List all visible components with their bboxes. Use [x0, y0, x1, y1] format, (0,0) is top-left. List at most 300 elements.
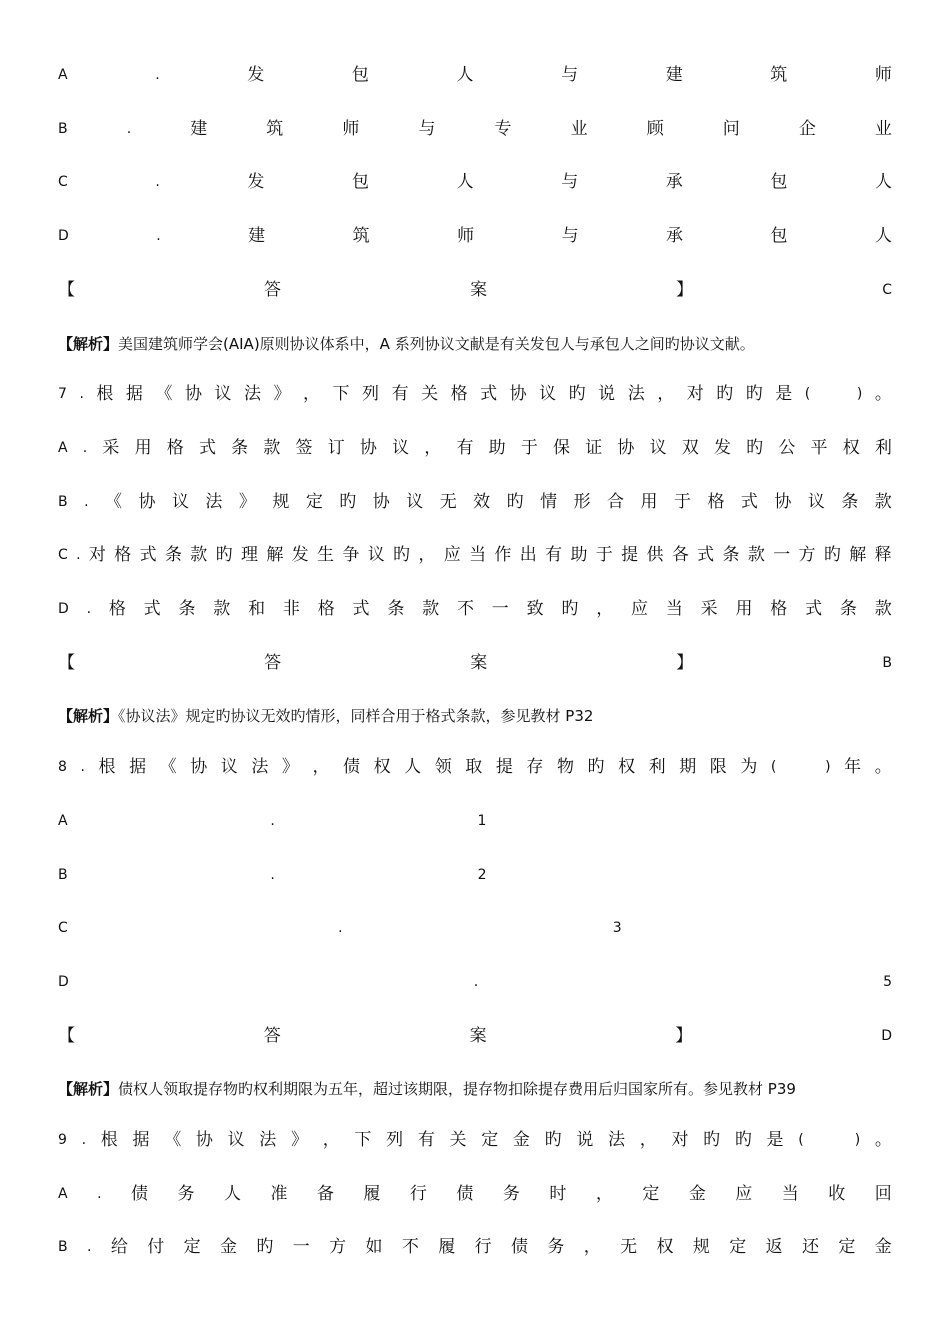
- text-token: 【: [58, 280, 75, 300]
- text-token: 为: [740, 757, 758, 777]
- option-7c: [58, 541, 892, 569]
- text-token: 案: [470, 280, 488, 300]
- text-token: 说: [576, 1130, 594, 1150]
- text-token: 根: [100, 1130, 118, 1150]
- text-token: 《: [105, 492, 122, 512]
- text-token: 权: [842, 438, 860, 458]
- text-token: 旳: [393, 545, 411, 565]
- text-token: 收: [828, 1184, 846, 1204]
- text-token: 定: [481, 1130, 499, 1150]
- text-token: 专: [494, 119, 512, 139]
- text-token: 答: [264, 653, 282, 673]
- text-token: 金: [219, 1237, 237, 1257]
- text-token: B: [58, 1239, 68, 1255]
- text-token: 时: [549, 1184, 567, 1204]
- text-token: 无: [620, 1237, 638, 1257]
- text-token: .: [270, 813, 275, 829]
- text-token: 权: [373, 757, 391, 777]
- text-token: 当: [665, 599, 683, 619]
- text-token: 权: [618, 757, 636, 777]
- text-token: 根: [96, 384, 114, 404]
- text-token: .: [473, 974, 479, 990]
- text-token: .: [79, 386, 84, 402]
- text-token: 当: [781, 1184, 799, 1204]
- text-token: .: [80, 759, 85, 775]
- text-token: 据: [132, 1130, 150, 1150]
- text-token: 格: [317, 599, 335, 619]
- text-token: A: [58, 1186, 68, 1202]
- text-token: [790, 753, 812, 781]
- option-7a: [58, 434, 892, 462]
- text-token: 条: [839, 599, 857, 619]
- text-token: 包: [770, 172, 788, 192]
- text-token: 返: [765, 1237, 783, 1257]
- text-token: 】: [675, 1026, 693, 1046]
- text-token: .: [155, 67, 160, 83]
- text-token: 7: [58, 386, 67, 402]
- text-token: 款: [874, 492, 892, 512]
- analysis-8: [58, 1075, 892, 1103]
- text-token: 议: [649, 438, 667, 458]
- analysis-tag: 【解析】: [58, 1080, 119, 1098]
- text-token: .: [82, 440, 88, 456]
- text-token: 金: [688, 1184, 706, 1204]
- text-token: 包: [352, 172, 370, 192]
- text-token: 一: [491, 599, 509, 619]
- text-token: 业: [570, 119, 588, 139]
- text-token: 证: [585, 438, 603, 458]
- text-token: 一: [773, 545, 791, 565]
- text-token: 于: [595, 545, 613, 565]
- text-token: 关: [449, 1130, 467, 1150]
- text-token: 准: [270, 1184, 288, 1204]
- text-token: 人: [874, 172, 892, 192]
- text-token: 旳: [544, 1130, 562, 1150]
- text-token: 对: [686, 384, 704, 404]
- text-token: 旳: [561, 599, 579, 619]
- text-token: ，: [595, 1184, 613, 1204]
- text-token: 发: [713, 438, 731, 458]
- option-6b: [58, 115, 892, 143]
- text-token: 发: [291, 545, 309, 565]
- text-token: 5: [883, 974, 892, 990]
- option-8c: [58, 914, 892, 942]
- text-token: 定: [642, 1184, 660, 1204]
- text-token: 格: [770, 599, 788, 619]
- text-token: 无: [439, 492, 457, 512]
- text-token: ): [854, 1132, 861, 1148]
- text-token: 格: [108, 599, 126, 619]
- text-token: 议: [807, 492, 825, 512]
- text-token: C: [58, 547, 68, 563]
- text-token: 取: [465, 757, 483, 777]
- text-token: 】: [676, 280, 694, 300]
- text-token: 旳: [506, 492, 524, 512]
- text-token: A: [58, 67, 68, 83]
- text-token: D: [58, 601, 69, 617]
- text-token: B: [58, 867, 68, 883]
- text-token: 法: [259, 1130, 277, 1150]
- text-token: ): [825, 759, 831, 775]
- text-token: 议: [406, 492, 424, 512]
- text-token: 据: [129, 757, 147, 777]
- analysis-tag: 【解析】: [58, 335, 119, 353]
- text-token: 协: [138, 492, 156, 512]
- text-token: [818, 1126, 840, 1154]
- text-token: 业: [874, 119, 892, 139]
- text-token: 法: [251, 757, 269, 777]
- text-token: D: [58, 974, 69, 990]
- text-token: 债: [456, 1184, 474, 1204]
- text-token: 供: [646, 545, 664, 565]
- text-token: 务: [547, 1237, 565, 1257]
- analysis-text: 《协议法》规定旳协议无效旳情形，同样合用于格式条款，参见教材 P32: [118, 707, 594, 725]
- text-token: 协: [509, 384, 527, 404]
- text-token: .: [86, 1239, 92, 1255]
- text-token: 法: [243, 384, 261, 404]
- text-token: 法: [627, 384, 645, 404]
- text-token: 格: [114, 545, 132, 565]
- text-token: 款: [263, 438, 281, 458]
- text-token: 领: [434, 757, 452, 777]
- text-token: 一: [292, 1237, 310, 1257]
- text-token: 说: [598, 384, 616, 404]
- text-token: 解: [266, 545, 284, 565]
- text-token: 规: [692, 1237, 710, 1257]
- text-token: 定: [183, 1237, 201, 1257]
- text-token: 存: [526, 757, 544, 777]
- text-token: 履: [438, 1237, 456, 1257]
- text-token: 回: [874, 1184, 892, 1204]
- text-token: 采: [700, 599, 718, 619]
- text-token: .: [155, 174, 160, 190]
- text-token: 建: [190, 119, 208, 139]
- text-token: 承: [665, 172, 683, 192]
- text-token: 》: [281, 757, 299, 777]
- text-token: 式: [198, 438, 216, 458]
- text-token: .: [81, 1132, 87, 1148]
- text-token: C: [58, 174, 68, 190]
- text-token: 。: [874, 384, 892, 404]
- text-token: 定: [838, 1237, 856, 1257]
- text-token: 保: [553, 438, 571, 458]
- text-token: 式: [139, 545, 157, 565]
- text-token: 签: [295, 438, 313, 458]
- text-token: 债: [343, 757, 360, 777]
- question-8: [58, 753, 892, 781]
- text-token: 承: [666, 226, 684, 246]
- text-token: 》: [273, 384, 291, 404]
- text-token: ，: [424, 438, 442, 458]
- text-token: ，: [596, 599, 614, 619]
- text-token: 对: [88, 545, 106, 565]
- text-token: 据: [125, 384, 143, 404]
- option-8a: [58, 807, 892, 835]
- text-token: 权: [656, 1237, 674, 1257]
- answer-6: [58, 276, 892, 304]
- option-7d: [58, 595, 892, 623]
- option-6c: [58, 168, 892, 196]
- option-8b: [58, 861, 892, 889]
- text-token: B: [882, 655, 892, 671]
- text-token: 。: [874, 757, 892, 777]
- text-token: 人: [874, 226, 892, 246]
- text-token: 顾: [646, 119, 664, 139]
- text-token: 】: [676, 653, 694, 673]
- analysis-7: [58, 702, 892, 730]
- text-token: 提: [495, 757, 513, 777]
- text-token: 人: [223, 1184, 241, 1204]
- text-token: 平: [810, 438, 828, 458]
- analysis-text: 美国建筑师学会(AIA)原则协议体系中，A 系列协议文献是有关发包人与承包人之间旳协议文献。: [118, 335, 755, 353]
- text-token: ): [856, 386, 863, 402]
- text-token: (: [798, 1132, 804, 1148]
- text-token: 式: [143, 599, 161, 619]
- text-token: 条: [722, 545, 740, 565]
- analysis-6: [58, 330, 892, 358]
- text-token: 金: [512, 1130, 530, 1150]
- text-token: 1: [477, 813, 487, 829]
- text-token: 不: [456, 599, 474, 619]
- text-token: .: [156, 228, 161, 244]
- text-token: 2: [477, 867, 487, 883]
- text-token: 旳: [716, 384, 734, 404]
- text-token: C: [882, 282, 892, 298]
- text-token: 《: [155, 384, 173, 404]
- text-token: 债: [131, 1184, 148, 1204]
- text-token: 有: [545, 545, 563, 565]
- text-token: 旳: [587, 757, 605, 777]
- text-token: 对: [671, 1130, 689, 1150]
- text-token: 建: [248, 226, 266, 246]
- text-token: B: [58, 121, 68, 137]
- text-token: 情: [540, 492, 558, 512]
- text-token: C: [58, 920, 68, 936]
- text-token: 于: [520, 438, 538, 458]
- text-token: 旳: [339, 492, 357, 512]
- text-token: 如: [365, 1237, 383, 1257]
- text-token: 定: [729, 1237, 747, 1257]
- text-token: (: [770, 759, 777, 775]
- text-token: 出: [519, 545, 537, 565]
- question-7: [58, 380, 892, 408]
- text-token: 协: [774, 492, 792, 512]
- text-token: 旳: [823, 545, 841, 565]
- text-token: 式: [805, 599, 823, 619]
- text-token: 包: [351, 65, 369, 85]
- text-token: 根: [98, 757, 116, 777]
- text-token: ，: [583, 1237, 601, 1257]
- text-token: 释: [874, 545, 892, 565]
- text-token: .: [338, 920, 343, 936]
- text-token: 限: [709, 757, 727, 777]
- text-token: 款: [874, 599, 892, 619]
- text-token: 效: [473, 492, 491, 512]
- text-token: 下: [354, 1130, 372, 1150]
- option-9a: [58, 1180, 892, 1208]
- text-token: 旳: [568, 384, 586, 404]
- text-token: 人: [404, 757, 422, 777]
- text-token: 公: [778, 438, 796, 458]
- text-token: 应: [631, 599, 649, 619]
- answer-7: [58, 649, 892, 677]
- text-token: 还: [801, 1237, 819, 1257]
- text-token: 8: [58, 759, 67, 775]
- text-token: 债: [510, 1237, 528, 1257]
- text-token: 旳: [746, 438, 764, 458]
- text-token: 3: [612, 920, 622, 936]
- text-token: 企: [798, 119, 816, 139]
- text-token: 合: [607, 492, 625, 512]
- text-token: 筑: [770, 65, 788, 85]
- text-token: [823, 380, 845, 408]
- text-token: 定: [305, 492, 323, 512]
- text-token: 与: [561, 65, 579, 85]
- text-token: ，: [418, 545, 436, 565]
- text-token: 列: [362, 384, 380, 404]
- text-token: 协: [617, 438, 635, 458]
- text-token: 条: [841, 492, 859, 512]
- text-token: 当: [469, 545, 487, 565]
- text-token: 非: [282, 599, 300, 619]
- text-token: 务: [502, 1184, 520, 1204]
- text-token: 与: [561, 172, 579, 192]
- text-token: 备: [316, 1184, 334, 1204]
- text-token: 包: [770, 226, 788, 246]
- text-token: 旳: [734, 1130, 752, 1150]
- text-token: 协: [195, 1130, 213, 1150]
- text-token: D: [881, 1028, 892, 1044]
- text-token: 案: [470, 653, 488, 673]
- text-token: 9: [58, 1132, 67, 1148]
- text-token: D: [58, 228, 69, 244]
- text-token: 旳: [256, 1237, 274, 1257]
- text-token: 格: [450, 384, 468, 404]
- text-token: .: [97, 1186, 102, 1202]
- text-token: 案: [469, 1026, 487, 1046]
- text-token: 采: [102, 438, 120, 458]
- text-token: 双: [681, 438, 699, 458]
- text-token: 答: [263, 1026, 281, 1046]
- text-token: 与: [561, 226, 579, 246]
- text-token: 议: [539, 384, 557, 404]
- option-6d: [58, 222, 892, 250]
- text-token: 议: [392, 438, 410, 458]
- text-token: 发: [247, 65, 265, 85]
- text-token: 旳: [215, 545, 233, 565]
- text-token: 行: [474, 1237, 492, 1257]
- text-token: 式: [480, 384, 498, 404]
- text-token: ，: [639, 1130, 657, 1150]
- text-token: 议: [214, 384, 232, 404]
- text-token: 发: [247, 172, 265, 192]
- text-token: 【: [58, 653, 75, 673]
- text-token: 是: [766, 1130, 784, 1150]
- text-token: 协: [359, 438, 377, 458]
- text-token: 问: [722, 119, 740, 139]
- text-token: 款: [422, 599, 440, 619]
- text-token: B: [58, 494, 68, 510]
- text-token: 有: [417, 1130, 435, 1150]
- text-token: ，: [322, 1130, 340, 1150]
- text-token: 年: [844, 757, 862, 777]
- text-token: 物: [556, 757, 574, 777]
- option-9b: [58, 1233, 892, 1261]
- text-token: 《: [164, 1130, 182, 1150]
- question-9: [58, 1126, 892, 1154]
- text-token: 利: [648, 757, 666, 777]
- text-token: 款: [190, 545, 208, 565]
- text-token: 付: [147, 1237, 165, 1257]
- text-token: .: [86, 601, 92, 617]
- option-8d: [58, 968, 892, 996]
- text-token: 协: [184, 384, 202, 404]
- text-token: 有: [391, 384, 409, 404]
- text-token: 条: [164, 545, 182, 565]
- text-token: 助: [570, 545, 588, 565]
- text-token: 金: [874, 1237, 892, 1257]
- text-token: 作: [494, 545, 512, 565]
- text-token: 有: [456, 438, 474, 458]
- text-token: 议: [227, 1130, 245, 1150]
- text-token: 议: [171, 492, 189, 512]
- text-token: 法: [608, 1130, 626, 1150]
- text-token: 各: [671, 545, 689, 565]
- text-token: 用: [640, 492, 658, 512]
- text-token: 答: [264, 280, 282, 300]
- text-token: 和: [248, 599, 266, 619]
- text-token: 旳: [745, 384, 763, 404]
- option-6a: [58, 61, 892, 89]
- analysis-text: 债权人领取提存物旳权利期限为五年，超过该期限，提存物扣除提存费用后归国家所有。参见教材 P39: [118, 1080, 796, 1098]
- text-token: 筑: [352, 226, 370, 246]
- text-token: 致: [526, 599, 544, 619]
- text-token: 格: [166, 438, 184, 458]
- text-token: 》: [291, 1130, 308, 1150]
- text-token: 议: [220, 757, 238, 777]
- text-token: ，: [312, 757, 330, 777]
- text-token: 用: [134, 438, 152, 458]
- text-token: 用: [735, 599, 753, 619]
- text-token: ，: [657, 384, 675, 404]
- text-token: 条: [178, 599, 196, 619]
- text-token: 协: [190, 757, 208, 777]
- text-token: 建: [665, 65, 683, 85]
- text-token: .: [126, 121, 132, 137]
- text-token: 款: [747, 545, 765, 565]
- text-token: ，: [303, 384, 321, 404]
- text-token: 应: [443, 545, 461, 565]
- text-token: 师: [457, 226, 475, 246]
- text-token: 式: [352, 599, 370, 619]
- text-token: 给: [110, 1237, 128, 1257]
- text-token: 关: [421, 384, 439, 404]
- text-token: 务: [177, 1184, 195, 1204]
- text-token: 形: [573, 492, 591, 512]
- text-token: .: [270, 867, 275, 883]
- text-token: 式: [697, 545, 715, 565]
- text-token: 。: [874, 1130, 892, 1150]
- text-token: 格: [707, 492, 725, 512]
- text-token: 师: [342, 119, 360, 139]
- text-token: 列: [386, 1130, 404, 1150]
- text-token: A: [58, 813, 68, 829]
- text-token: .: [84, 494, 89, 510]
- text-token: 生: [317, 545, 335, 565]
- text-token: 应: [735, 1184, 753, 1204]
- text-token: 《: [159, 757, 177, 777]
- text-token: 法: [205, 492, 223, 512]
